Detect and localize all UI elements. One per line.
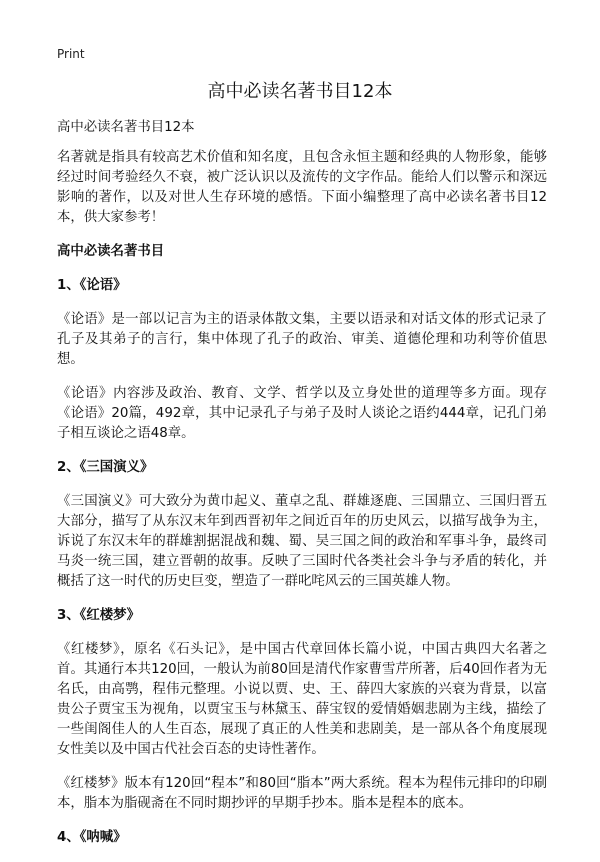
book-section xyxy=(57,606,547,814)
book-section xyxy=(57,828,547,848)
article-subtitle: 高中必读名著书目12本 xyxy=(57,120,195,135)
section-paragraph: 《论语》是一部以记言为主的语录体散文集，主要以语录和对话文体的形式记录了孔子及其弟子的言行，集中体现了孔子的政治、审美、道德伦理和功利等价值思想。 xyxy=(57,312,547,367)
article-body xyxy=(57,118,547,862)
section-heading: 3、《红楼梦》 xyxy=(57,608,140,623)
page-title: 高中必读名著书目12本 xyxy=(207,81,393,102)
section-heading: 2、《三国演义》 xyxy=(57,460,154,475)
section-paragraph: 《三国演义》可大致分为黄巾起义、董卓之乱、群雄逐鹿、三国鼎立、三国归晋五大部分，描写了从东汉末年到西晋初年之间近百年的历史风云，以描写战争为主，诉说了东汉末年的群雄割据混战和魏、蜀、吴三国之间的政治和军事斗争，最终司马炎一统三国，建立晋朝的故事。反映了三国时代各类社会斗争与矛盾的转化，并概括了这一时代的历史巨变，塑造了一群叱咤风云的三国英雄人物。 xyxy=(57,494,547,589)
book-section xyxy=(57,458,547,592)
list-heading: 高中必读名著书目 xyxy=(57,244,165,259)
section-paragraph: 《红楼梦》，原名《石头记》，是中国古代章回体长篇小说，中国古典四大名著之首。其通行本共120回，一般认为前80回是清代作家曹雪芹所著，后40回作者为无名氏，由高鹗，程伟元整理。小说以贾、史、王、薛四大家族的兴衰为背景，以富贵公子贾宝玉为视角，以贾宝玉与林黛玉、薛宝钗的爱情婚姻悲剧为主线，描绘了一些闺阁佳人的人生百态，展现了真正的人性美和悲剧美，是一部从各个角度展现女性美以及中国古代社会百态的史诗性著作。 xyxy=(57,642,547,757)
print-link[interactable]: Print xyxy=(57,47,85,61)
book-sections xyxy=(57,276,547,848)
book-section xyxy=(57,276,547,444)
section-paragraph: 《红楼梦》版本有120回“程本”和80回“脂本”两大系统。程本为程伟元排印的印刷本，脂本为脂砚斋在不同时期抄评的早期手抄本。脂本是程本的底本。 xyxy=(57,776,547,811)
section-heading: 1、《论语》 xyxy=(57,278,127,293)
intro-paragraph: 名著就是指具有较高艺术价值和知名度，且包含永恒主题和经典的人物形象，能够经过时间考验经久不衰，被广泛认识以及流传的文字作品。能给人们以警示和深远影响的著作，以及对世人生存环境的感悟。下面小编整理了高中必读名著书目12本，供大家参考！ xyxy=(57,150,547,225)
section-paragraph: 《论语》内容涉及政治、教育、文学、哲学以及立身处世的道理等多方面。现存《论语》20篇，492章，其中记录孔子与弟子及时人谈论之语约444章，记孔门弟子相互谈论之语48章。 xyxy=(57,386,547,441)
section-heading: 4、《呐喊》 xyxy=(57,830,127,845)
